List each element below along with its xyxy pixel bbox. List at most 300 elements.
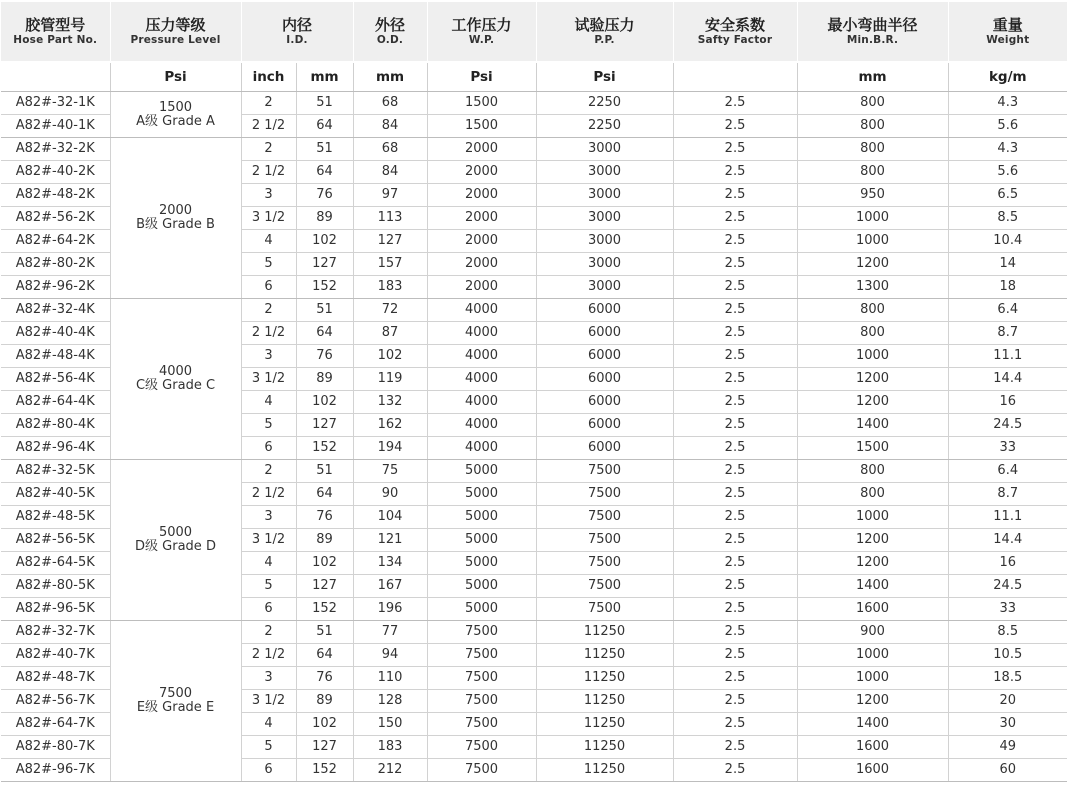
id-mm-cell: 76 (296, 667, 353, 690)
od-mm-cell: 167 (353, 575, 427, 598)
proof-pressure-cell: 11250 (536, 713, 673, 736)
hose-spec-table (1, 2, 1067, 782)
hose-part-no-cell: A82#-48-2K (1, 184, 110, 207)
id-mm-cell: 152 (296, 598, 353, 621)
working-pressure-cell: 4000 (427, 437, 536, 460)
header-working-pressure (427, 2, 536, 62)
id-mm-cell: 102 (296, 391, 353, 414)
working-pressure-cell: 4000 (427, 345, 536, 368)
proof-pressure-cell: 3000 (536, 230, 673, 253)
id-inch-cell: 5 (241, 414, 296, 437)
proof-pressure-cell: 6000 (536, 322, 673, 345)
proof-pressure-cell: 2250 (536, 115, 673, 138)
safety-factor-cell: 2.5 (673, 414, 797, 437)
id-mm-cell: 127 (296, 736, 353, 759)
min-bend-radius-cell: 800 (797, 161, 948, 184)
hose-part-no-cell: A82#-80-4K (1, 414, 110, 437)
weight-cell: 16 (948, 391, 1067, 414)
od-mm-cell: 113 (353, 207, 427, 230)
working-pressure-cell: 1500 (427, 115, 536, 138)
unit-cell: Psi (427, 62, 536, 92)
weight-cell: 10.4 (948, 230, 1067, 253)
pressure-grade: B级 Grade B (136, 217, 215, 232)
hose-part-no-cell: A82#-80-5K (1, 575, 110, 598)
min-bend-radius-cell: 1200 (797, 529, 948, 552)
working-pressure-cell: 7500 (427, 644, 536, 667)
header-outer-diameter (353, 2, 427, 62)
min-bend-radius-cell: 950 (797, 184, 948, 207)
safety-factor-cell: 2.5 (673, 690, 797, 713)
id-mm-cell: 51 (296, 138, 353, 161)
safety-factor-cell: 2.5 (673, 322, 797, 345)
proof-pressure-cell: 7500 (536, 529, 673, 552)
id-mm-cell: 152 (296, 276, 353, 299)
weight-cell: 11.1 (948, 345, 1067, 368)
od-mm-cell: 84 (353, 161, 427, 184)
proof-pressure-cell: 7500 (536, 506, 673, 529)
id-mm-cell: 64 (296, 483, 353, 506)
min-bend-radius-cell: 800 (797, 92, 948, 115)
pressure-grade: D级 Grade D (135, 539, 216, 554)
safety-factor-cell: 2.5 (673, 92, 797, 115)
header-proof-pressure (536, 2, 673, 62)
pressure-psi: 2000 (158, 203, 193, 218)
header-weight (948, 2, 1067, 62)
header-min-bend-radius (797, 2, 948, 62)
id-mm-cell: 64 (296, 644, 353, 667)
od-mm-cell: 157 (353, 253, 427, 276)
safety-factor-cell: 2.5 (673, 598, 797, 621)
od-mm-cell: 75 (353, 460, 427, 483)
units-row (1, 62, 1067, 92)
pressure-grade: A级 Grade A (136, 113, 215, 129)
id-inch-cell: 6 (241, 598, 296, 621)
working-pressure-cell: 2000 (427, 184, 536, 207)
safety-factor-cell: 2.5 (673, 529, 797, 552)
hose-part-no-cell: A82#-64-4K (1, 391, 110, 414)
pressure-level-cell (110, 138, 241, 299)
unit-cell: mm (797, 62, 948, 92)
table-row (1, 138, 1067, 161)
id-mm-cell: 76 (296, 345, 353, 368)
od-mm-cell: 102 (353, 345, 427, 368)
id-mm-cell: 89 (296, 529, 353, 552)
pressure-level-cell (110, 92, 241, 138)
weight-cell: 6.4 (948, 460, 1067, 483)
od-mm-cell: 68 (353, 92, 427, 115)
hose-part-no-cell: A82#-32-7K (1, 621, 110, 644)
safety-factor-cell: 2.5 (673, 138, 797, 161)
header-en: Safty Factor (697, 34, 773, 46)
hose-part-no-cell: A82#-48-7K (1, 667, 110, 690)
proof-pressure-cell: 7500 (536, 575, 673, 598)
working-pressure-cell: 5000 (427, 483, 536, 506)
min-bend-radius-cell: 1000 (797, 644, 948, 667)
proof-pressure-cell: 11250 (536, 621, 673, 644)
safety-factor-cell: 2.5 (673, 299, 797, 322)
id-inch-cell: 3 1/2 (241, 207, 296, 230)
header-zh: 工作压力 (451, 16, 512, 34)
od-mm-cell: 72 (353, 299, 427, 322)
od-mm-cell: 94 (353, 644, 427, 667)
od-mm-cell: 97 (353, 184, 427, 207)
working-pressure-cell: 4000 (427, 368, 536, 391)
od-mm-cell: 134 (353, 552, 427, 575)
hose-part-no-cell: A82#-64-7K (1, 713, 110, 736)
id-mm-cell: 89 (296, 207, 353, 230)
weight-cell: 33 (948, 598, 1067, 621)
od-mm-cell: 212 (353, 759, 427, 782)
working-pressure-cell: 2000 (427, 276, 536, 299)
table-row (1, 299, 1067, 322)
working-pressure-cell: 4000 (427, 322, 536, 345)
od-mm-cell: 87 (353, 322, 427, 345)
id-mm-cell: 51 (296, 621, 353, 644)
unit-cell: mm (296, 62, 353, 92)
min-bend-radius-cell: 800 (797, 483, 948, 506)
weight-cell: 6.5 (948, 184, 1067, 207)
proof-pressure-cell: 6000 (536, 345, 673, 368)
header-zh: 重量 (992, 16, 1023, 34)
id-inch-cell: 4 (241, 552, 296, 575)
safety-factor-cell: 2.5 (673, 759, 797, 782)
od-mm-cell: 104 (353, 506, 427, 529)
min-bend-radius-cell: 800 (797, 299, 948, 322)
hose-part-no-cell: A82#-40-1K (1, 115, 110, 138)
unit-cell: Psi (110, 62, 241, 92)
pressure-level-cell (110, 460, 241, 621)
min-bend-radius-cell: 1400 (797, 575, 948, 598)
od-mm-cell: 150 (353, 713, 427, 736)
hose-part-no-cell: A82#-80-2K (1, 253, 110, 276)
safety-factor-cell: 2.5 (673, 483, 797, 506)
hose-part-no-cell: A82#-96-2K (1, 276, 110, 299)
id-inch-cell: 4 (241, 230, 296, 253)
safety-factor-cell: 2.5 (673, 644, 797, 667)
min-bend-radius-cell: 800 (797, 115, 948, 138)
proof-pressure-cell: 7500 (536, 598, 673, 621)
id-inch-cell: 5 (241, 575, 296, 598)
weight-cell: 16 (948, 552, 1067, 575)
min-bend-radius-cell: 1200 (797, 391, 948, 414)
proof-pressure-cell: 11250 (536, 667, 673, 690)
id-mm-cell: 127 (296, 414, 353, 437)
id-inch-cell: 2 1/2 (241, 161, 296, 184)
id-inch-cell: 2 1/2 (241, 483, 296, 506)
header-en: Weight (986, 34, 1030, 46)
header-en: Min.B.R. (846, 34, 899, 46)
safety-factor-cell: 2.5 (673, 506, 797, 529)
id-inch-cell: 2 (241, 299, 296, 322)
od-mm-cell: 183 (353, 276, 427, 299)
hose-part-no-cell: A82#-40-4K (1, 322, 110, 345)
id-mm-cell: 89 (296, 690, 353, 713)
pressure-grade: C级 Grade C (135, 378, 216, 393)
weight-cell: 10.5 (948, 644, 1067, 667)
id-mm-cell: 127 (296, 253, 353, 276)
pressure-grade: E级 Grade E (136, 700, 215, 715)
hose-part-no-cell: A82#-96-5K (1, 598, 110, 621)
working-pressure-cell: 7500 (427, 667, 536, 690)
working-pressure-cell: 1500 (427, 92, 536, 115)
od-mm-cell: 132 (353, 391, 427, 414)
header-zh: 内径 (282, 16, 313, 34)
safety-factor-cell: 2.5 (673, 552, 797, 575)
hose-part-no-cell: A82#-56-5K (1, 529, 110, 552)
id-mm-cell: 51 (296, 299, 353, 322)
table-body (1, 92, 1067, 782)
working-pressure-cell: 4000 (427, 299, 536, 322)
proof-pressure-cell: 6000 (536, 437, 673, 460)
weight-cell: 33 (948, 437, 1067, 460)
proof-pressure-cell: 3000 (536, 161, 673, 184)
weight-cell: 8.5 (948, 207, 1067, 230)
id-mm-cell: 89 (296, 368, 353, 391)
header-zh: 压力等级 (145, 16, 206, 34)
proof-pressure-cell: 3000 (536, 276, 673, 299)
id-mm-cell: 64 (296, 115, 353, 138)
proof-pressure-cell: 11250 (536, 736, 673, 759)
weight-cell: 18 (948, 276, 1067, 299)
table-row (1, 621, 1067, 644)
od-mm-cell: 183 (353, 736, 427, 759)
hose-part-no-cell: A82#-96-4K (1, 437, 110, 460)
hose-part-no-cell: A82#-96-7K (1, 759, 110, 782)
pressure-psi: 7500 (158, 686, 193, 701)
safety-factor-cell: 2.5 (673, 460, 797, 483)
od-mm-cell: 90 (353, 483, 427, 506)
od-mm-cell: 68 (353, 138, 427, 161)
safety-factor-cell: 2.5 (673, 575, 797, 598)
safety-factor-cell: 2.5 (673, 368, 797, 391)
safety-factor-cell: 2.5 (673, 115, 797, 138)
hose-part-no-cell: A82#-64-5K (1, 552, 110, 575)
hose-part-no-cell: A82#-48-5K (1, 506, 110, 529)
id-mm-cell: 76 (296, 184, 353, 207)
hose-part-no-cell: A82#-40-5K (1, 483, 110, 506)
id-mm-cell: 152 (296, 437, 353, 460)
safety-factor-cell: 2.5 (673, 437, 797, 460)
safety-factor-cell: 2.5 (673, 161, 797, 184)
working-pressure-cell: 5000 (427, 552, 536, 575)
safety-factor-cell: 2.5 (673, 230, 797, 253)
header-en: Pressure Level (130, 34, 221, 46)
hose-part-no-cell: A82#-32-5K (1, 460, 110, 483)
od-mm-cell: 121 (353, 529, 427, 552)
weight-cell: 8.5 (948, 621, 1067, 644)
header-hose-part-no (1, 2, 110, 62)
safety-factor-cell: 2.5 (673, 621, 797, 644)
safety-factor-cell: 2.5 (673, 184, 797, 207)
working-pressure-cell: 5000 (427, 529, 536, 552)
unit-cell: inch (241, 62, 296, 92)
unit-cell (1, 62, 110, 92)
proof-pressure-cell: 11250 (536, 644, 673, 667)
working-pressure-cell: 2000 (427, 138, 536, 161)
id-inch-cell: 4 (241, 713, 296, 736)
min-bend-radius-cell: 1200 (797, 253, 948, 276)
min-bend-radius-cell: 1500 (797, 437, 948, 460)
id-inch-cell: 3 1/2 (241, 529, 296, 552)
table-row (1, 92, 1067, 115)
unit-cell: Psi (536, 62, 673, 92)
safety-factor-cell: 2.5 (673, 253, 797, 276)
id-inch-cell: 2 1/2 (241, 644, 296, 667)
safety-factor-cell: 2.5 (673, 736, 797, 759)
weight-cell: 8.7 (948, 322, 1067, 345)
id-mm-cell: 102 (296, 713, 353, 736)
working-pressure-cell: 2000 (427, 230, 536, 253)
pressure-psi: 5000 (158, 525, 193, 540)
proof-pressure-cell: 6000 (536, 391, 673, 414)
working-pressure-cell: 2000 (427, 253, 536, 276)
header-inner-diameter (241, 2, 353, 62)
id-mm-cell: 76 (296, 506, 353, 529)
min-bend-radius-cell: 1200 (797, 552, 948, 575)
working-pressure-cell: 5000 (427, 575, 536, 598)
proof-pressure-cell: 11250 (536, 690, 673, 713)
od-mm-cell: 196 (353, 598, 427, 621)
header-pressure-level (110, 2, 241, 62)
header-en: W.P. (468, 34, 495, 46)
id-inch-cell: 2 (241, 621, 296, 644)
hose-part-no-cell: A82#-48-4K (1, 345, 110, 368)
weight-cell: 49 (948, 736, 1067, 759)
id-mm-cell: 51 (296, 92, 353, 115)
id-inch-cell: 6 (241, 437, 296, 460)
header-safety-factor (673, 2, 797, 62)
id-mm-cell: 152 (296, 759, 353, 782)
header-row (1, 2, 1067, 62)
weight-cell: 20 (948, 690, 1067, 713)
min-bend-radius-cell: 1000 (797, 207, 948, 230)
id-inch-cell: 2 1/2 (241, 115, 296, 138)
working-pressure-cell: 7500 (427, 713, 536, 736)
min-bend-radius-cell: 800 (797, 460, 948, 483)
pressure-level-cell (110, 621, 241, 782)
id-mm-cell: 102 (296, 230, 353, 253)
id-inch-cell: 2 (241, 138, 296, 161)
proof-pressure-cell: 7500 (536, 552, 673, 575)
working-pressure-cell: 5000 (427, 460, 536, 483)
weight-cell: 18.5 (948, 667, 1067, 690)
id-inch-cell: 2 (241, 460, 296, 483)
od-mm-cell: 119 (353, 368, 427, 391)
pressure-psi: 4000 (158, 364, 193, 379)
proof-pressure-cell: 6000 (536, 414, 673, 437)
working-pressure-cell: 2000 (427, 207, 536, 230)
weight-cell: 5.6 (948, 115, 1067, 138)
weight-cell: 14 (948, 253, 1067, 276)
min-bend-radius-cell: 1600 (797, 736, 948, 759)
id-mm-cell: 51 (296, 460, 353, 483)
weight-cell: 11.1 (948, 506, 1067, 529)
header-zh: 安全系数 (705, 16, 766, 34)
hose-part-no-cell: A82#-40-2K (1, 161, 110, 184)
od-mm-cell: 84 (353, 115, 427, 138)
working-pressure-cell: 7500 (427, 759, 536, 782)
safety-factor-cell: 2.5 (673, 713, 797, 736)
proof-pressure-cell: 11250 (536, 759, 673, 782)
proof-pressure-cell: 3000 (536, 253, 673, 276)
min-bend-radius-cell: 800 (797, 322, 948, 345)
unit-cell: mm (353, 62, 427, 92)
weight-cell: 30 (948, 713, 1067, 736)
id-mm-cell: 64 (296, 322, 353, 345)
weight-cell: 4.3 (948, 92, 1067, 115)
id-inch-cell: 3 1/2 (241, 368, 296, 391)
table-row (1, 460, 1067, 483)
working-pressure-cell: 5000 (427, 506, 536, 529)
proof-pressure-cell: 2250 (536, 92, 673, 115)
safety-factor-cell: 2.5 (673, 276, 797, 299)
min-bend-radius-cell: 1000 (797, 345, 948, 368)
hose-part-no-cell: A82#-56-4K (1, 368, 110, 391)
proof-pressure-cell: 6000 (536, 368, 673, 391)
hose-part-no-cell: A82#-40-7K (1, 644, 110, 667)
safety-factor-cell: 2.5 (673, 345, 797, 368)
id-inch-cell: 3 1/2 (241, 690, 296, 713)
hose-part-no-cell: A82#-56-2K (1, 207, 110, 230)
id-mm-cell: 102 (296, 552, 353, 575)
id-inch-cell: 6 (241, 276, 296, 299)
weight-cell: 14.4 (948, 368, 1067, 391)
hose-part-no-cell: A82#-56-7K (1, 690, 110, 713)
min-bend-radius-cell: 1000 (797, 667, 948, 690)
working-pressure-cell: 7500 (427, 736, 536, 759)
hose-part-no-cell: A82#-64-2K (1, 230, 110, 253)
min-bend-radius-cell: 1400 (797, 414, 948, 437)
min-bend-radius-cell: 1200 (797, 368, 948, 391)
od-mm-cell: 128 (353, 690, 427, 713)
proof-pressure-cell: 6000 (536, 299, 673, 322)
unit-cell: kg/m (948, 62, 1067, 92)
weight-cell: 14.4 (948, 529, 1067, 552)
safety-factor-cell: 2.5 (673, 391, 797, 414)
header-zh: 外径 (375, 16, 406, 34)
id-inch-cell: 5 (241, 253, 296, 276)
weight-cell: 24.5 (948, 575, 1067, 598)
min-bend-radius-cell: 800 (797, 138, 948, 161)
header-zh: 最小弯曲半径 (827, 16, 918, 34)
min-bend-radius-cell: 1000 (797, 230, 948, 253)
min-bend-radius-cell: 1600 (797, 598, 948, 621)
weight-cell: 60 (948, 759, 1067, 782)
proof-pressure-cell: 3000 (536, 184, 673, 207)
safety-factor-cell: 2.5 (673, 667, 797, 690)
min-bend-radius-cell: 1600 (797, 759, 948, 782)
header-en: I.D. (286, 34, 308, 46)
working-pressure-cell: 2000 (427, 161, 536, 184)
working-pressure-cell: 4000 (427, 414, 536, 437)
weight-cell: 4.3 (948, 138, 1067, 161)
id-mm-cell: 127 (296, 575, 353, 598)
proof-pressure-cell: 7500 (536, 460, 673, 483)
pressure-psi: 1500 (158, 99, 193, 115)
min-bend-radius-cell: 1400 (797, 713, 948, 736)
od-mm-cell: 194 (353, 437, 427, 460)
header-en: P.P. (594, 34, 615, 46)
id-inch-cell: 6 (241, 759, 296, 782)
id-mm-cell: 64 (296, 161, 353, 184)
id-inch-cell: 5 (241, 736, 296, 759)
id-inch-cell: 3 (241, 345, 296, 368)
proof-pressure-cell: 7500 (536, 483, 673, 506)
header-en: O.D. (376, 34, 404, 46)
weight-cell: 8.7 (948, 483, 1067, 506)
working-pressure-cell: 7500 (427, 621, 536, 644)
working-pressure-cell: 7500 (427, 690, 536, 713)
